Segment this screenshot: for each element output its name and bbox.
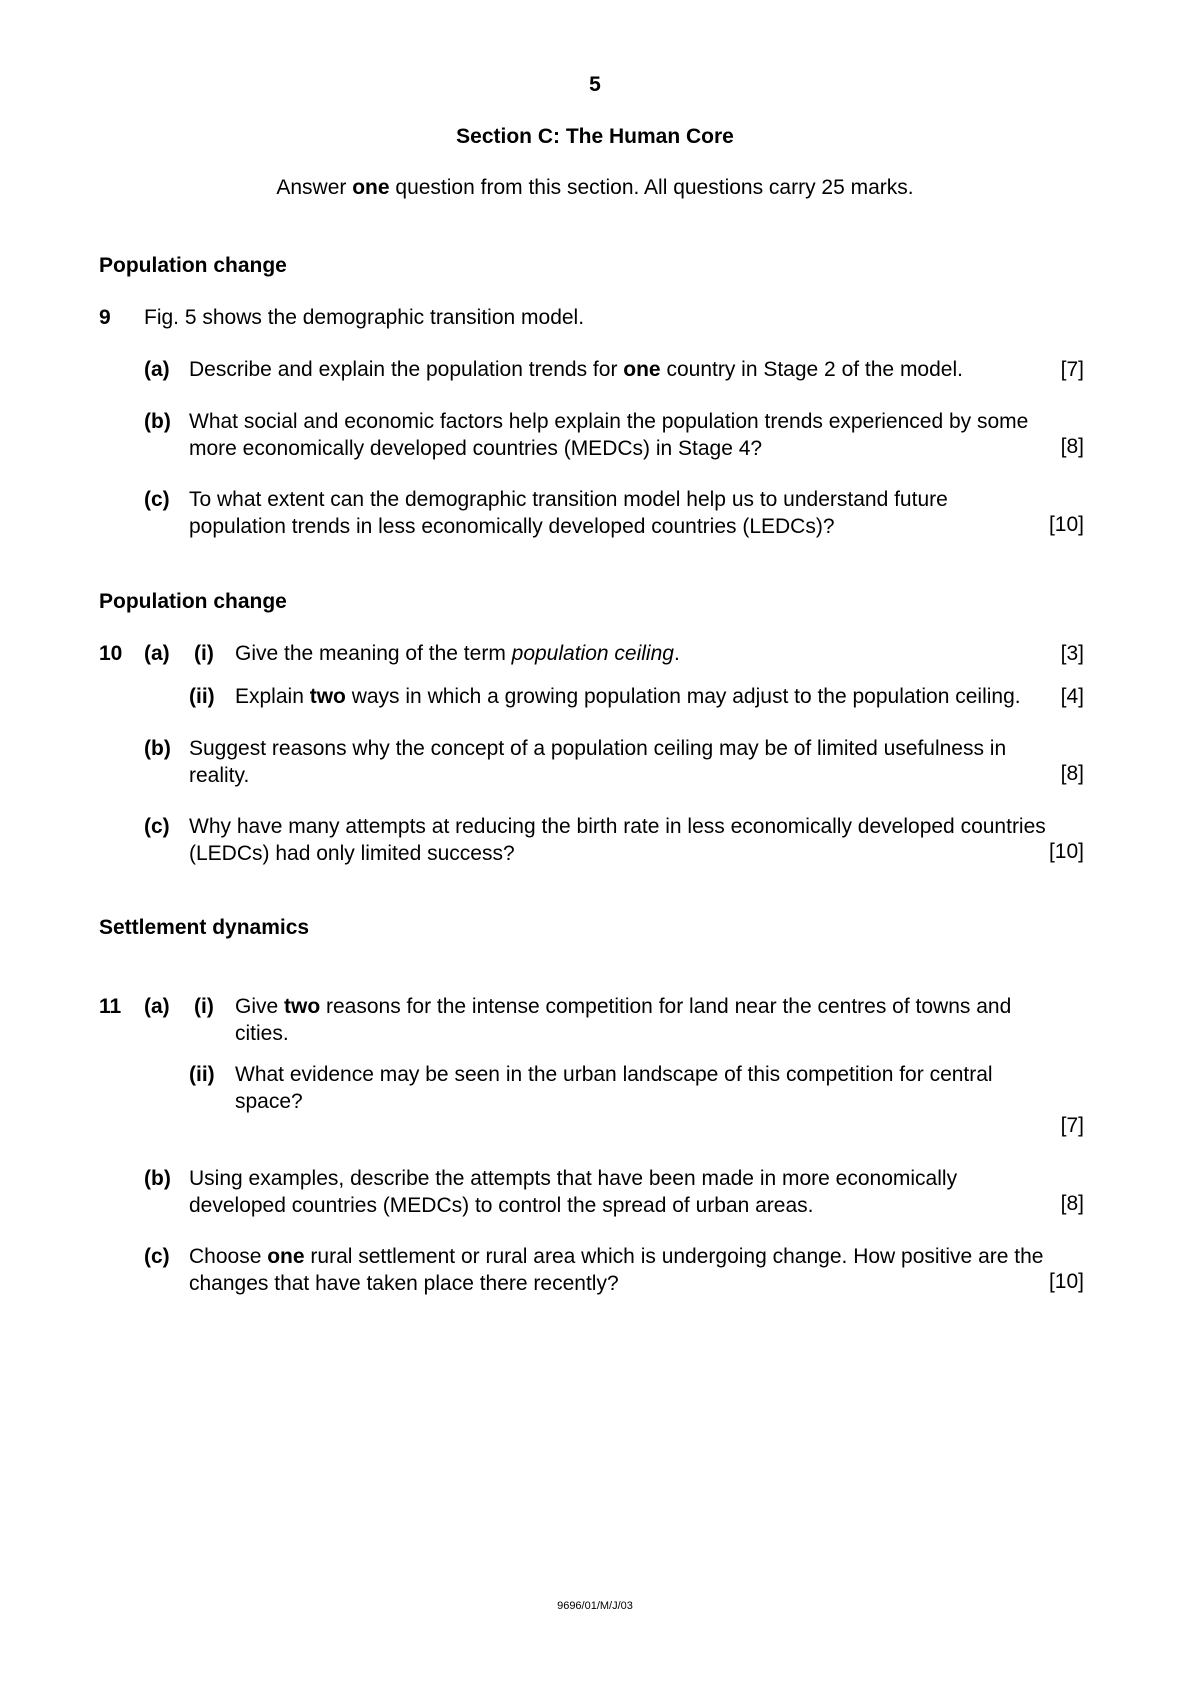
q10ai-text: Give the meaning of the term population ceiling. <box>235 642 680 665</box>
footer-paper-code: 9696/01/M/J/03 <box>557 1600 633 1612</box>
q11aii-text: What evidence may be seen in the urban landscape of this competition for central space? <box>235 1063 993 1113</box>
q10c-text: Why have many attempts at reducing the birth rate in less economically developed countries (LEDCs) had only limited success? <box>189 815 1046 865</box>
q10ai-label: (i) <box>194 642 214 665</box>
q11b-label: (b) <box>144 1167 171 1190</box>
section-title: Section C: The Human Core <box>456 125 734 148</box>
q11c-text: Choose one rural settlement or rural area which is undergoing change. How positive are the changes that have taken place there recently? <box>189 1245 1044 1295</box>
q10aii-text: Explain two ways in which a growing population may adjust to the population ceiling. <box>235 685 1021 708</box>
q9c-mark: [10] <box>1048 513 1084 536</box>
heading-population-change-2: Population change <box>99 590 287 613</box>
q9a-text: Describe and explain the population trends for one country in Stage 2 of the model. <box>189 358 963 381</box>
q9b-label: (b) <box>144 410 171 433</box>
q9c-label: (c) <box>144 488 170 511</box>
q10aii-label: (ii) <box>189 685 215 708</box>
q10b-mark: [8] <box>1060 762 1084 785</box>
q10a-label: (a) <box>144 642 170 665</box>
q9c-text: To what extent can the demographic transition model help us to understand future population trends in less economically developed countries (LEDCs)? <box>189 488 948 538</box>
question-11-number: 11 <box>99 995 122 1018</box>
q11ai-label: (i) <box>194 995 214 1018</box>
heading-settlement-dynamics: Settlement dynamics <box>99 916 310 939</box>
q11aii-mark: [7] <box>1060 1114 1084 1137</box>
q11c-label: (c) <box>144 1245 170 1268</box>
q10b-label: (b) <box>144 737 171 760</box>
q11c-mark: [10] <box>1048 1270 1084 1293</box>
q10c-mark: [10] <box>1048 840 1084 863</box>
q11a-label: (a) <box>144 995 170 1018</box>
heading-population-change-1: Population change <box>99 254 287 277</box>
q10ai-mark: [3] <box>1060 642 1084 665</box>
q11ai-text: Give two reasons for the intense competition for land near the centres of towns and cities. <box>235 995 1012 1045</box>
question-9-number: 9 <box>99 306 111 329</box>
page-number: 5 <box>589 73 601 96</box>
q10aii-mark: [4] <box>1060 685 1084 708</box>
section-instruction: Answer one question from this section. All questions carry 25 marks. <box>276 176 914 199</box>
q9a-mark: [7] <box>1060 358 1084 381</box>
q10c-label: (c) <box>144 815 170 838</box>
q9b-text: What social and economic factors help explain the population trends experienced by some more economically developed countries (MEDCs) in Stage 4? <box>189 410 1029 460</box>
q9a-label: (a) <box>144 358 170 381</box>
q9b-mark: [8] <box>1060 435 1084 458</box>
q11b-mark: [8] <box>1060 1192 1084 1215</box>
q11b-text: Using examples, describe the attempts that have been made in more economically developed countries (MEDCs) to control the spread of urban areas. <box>189 1167 958 1217</box>
question-9-stem: Fig. 5 shows the demographic transition model. <box>144 306 585 329</box>
q10b-text: Suggest reasons why the concept of a population ceiling may be of limited usefulness in reality. <box>189 737 1007 787</box>
q11aii-label: (ii) <box>189 1063 215 1086</box>
question-10-number: 10 <box>99 642 123 665</box>
